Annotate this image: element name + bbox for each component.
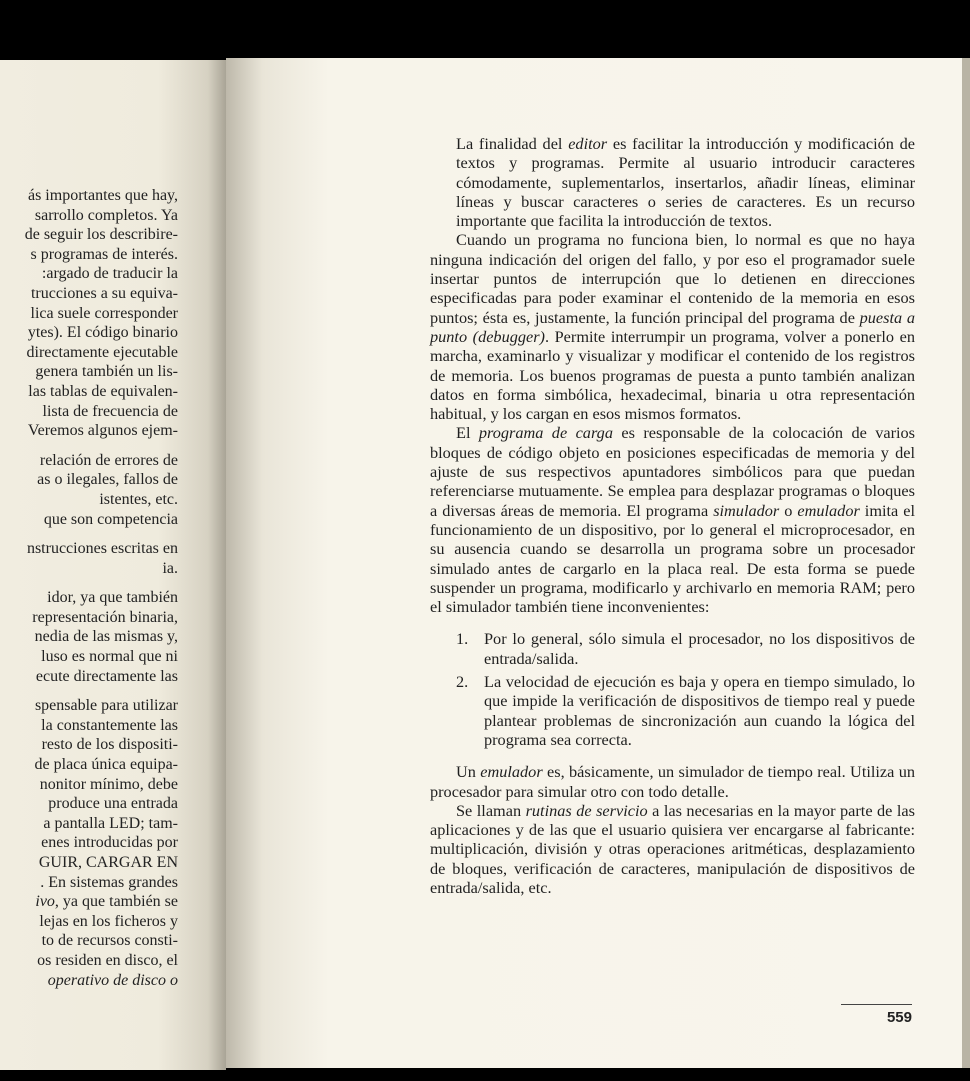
left-page-line: la constantemente las — [41, 716, 178, 734]
left-page-line: os residen en disco, el — [37, 951, 178, 969]
left-page-line: ia. — [162, 559, 178, 577]
paragraph-editor: La finalidad del editor es facilitar la introducción y modificación de textos y programas. Permite al usuario introducir caracteres cómodamente, suplementarlos, insertarlos, añadir líneas, eliminar líneas y buscar caracteres o series de caracteres. Es un recurso importante que facilita la introducción de textos. — [456, 134, 915, 231]
left-page-line: operativo de disco o — [47, 971, 178, 989]
left-page-line: Veremos algunos ejem- — [27, 422, 178, 440]
left-page-text-column — [0, 186, 178, 990]
paragraph-debugger: Cuando un programa no funciona bien, lo normal es que no haya ninguna indicación del origen del fallo, y por eso el programador suele insertar puntos de interrupción que lo detienen en direcciones especificadas para poder examinar el contenido de la memoria en esos puntos; ésta es, justamente, la función principal del programa de puesta a punto (debugger). Permite interrumpir un programa, volver a ponerlo en marcha, examinarlo y visualizar y modificar el contenido de los registros de memoria. Los buenos programas de puesta a punto también analizan datos en forma simbólica, hexadecimal, binaria u otra representación habitual, y los cargan en esos mismos formatos. — [430, 230, 916, 424]
list-item: 2. La velocidad de ejecución es baja y opera en tiempo simulado, lo que impide la verificación de dispositivos de tiempo real y puede plantear problemas de sincronización aun cuando la lógica del programa sea correcta. — [456, 672, 915, 749]
left-page-line: lejas en los ficheros y — [39, 912, 178, 930]
left-page-line: trucciones a su equiva- — [30, 284, 178, 302]
left-page-line: a pantalla LED; tam- — [43, 814, 178, 832]
page-number-rule — [841, 1004, 912, 1005]
right-page-text-column — [430, 134, 915, 897]
term-debugger: puesta a punto (debugger) — [430, 307, 916, 346]
left-page-line: ás importantes que hay, — [27, 187, 178, 204]
left-page-line: spensable para utilizar — [34, 697, 178, 715]
term-loader: programa de carga — [478, 423, 613, 443]
left-page-line: luso es normal que ni — [41, 648, 178, 666]
left-page-line: GUIR, CARGAR EN — [38, 854, 178, 871]
left-page-line: as o ilegales, fallos de — [37, 471, 178, 489]
left-page-line: de placa única equipa- — [34, 756, 178, 774]
left-page-line: s programas de interés. — [30, 245, 178, 263]
left-page-line: produce una entrada — [48, 795, 178, 813]
left-page-line: de seguir los describire- — [24, 226, 178, 244]
term-editor: editor — [568, 134, 608, 153]
left-page-line: las tablas de equivalen- — [28, 382, 178, 400]
left-page-line: ecute directamente las — [35, 667, 178, 685]
left-page-line: idor, ya que también — [47, 589, 178, 607]
left-page-line: nstrucciones escritas en — [26, 540, 178, 558]
left-page-line: lica suele corresponder — [30, 304, 178, 322]
left-page-line: to de recursos consti- — [41, 932, 178, 950]
term-service-routines: rutinas de servicio — [525, 800, 648, 820]
left-page-line: sarrollo completos. Ya — [34, 206, 178, 224]
left-page-line: ytes). El código binario — [27, 324, 178, 342]
left-page-line: istentes, etc. — [99, 490, 178, 508]
left-page-line: nonitor mínimo, debe — [39, 775, 178, 793]
paragraph-emulator: Un emulador es, básicamente, un simulador de tiempo real. Utiliza un procesador para simular otro con todo detalle. — [430, 762, 915, 801]
left-page-line: directamente ejecutable — [26, 343, 178, 361]
left-page-line: ivo, ya que también se — [35, 893, 178, 911]
left-page-line: nedia de las mismas y, — [34, 628, 178, 646]
term-emulator: emulador — [797, 500, 860, 520]
list-item: 1. Por lo general, sólo simula el procesador, no los dispositivos de entrada/salida. — [456, 629, 915, 668]
left-page-line: relación de errores de — [39, 451, 178, 469]
left-page-line: que son competencia — [43, 510, 178, 528]
term-simulator: simulador — [713, 500, 780, 520]
left-page-line: resto de los dispositi- — [41, 736, 178, 754]
left-page-line: :argado de traducir la — [41, 265, 178, 283]
left-page-line: genera también un lis- — [35, 363, 178, 381]
left-page — [0, 60, 226, 1070]
left-page-line: enes introducidas por — [41, 834, 178, 852]
left-page-line: . En sistemas grandes — [40, 873, 178, 891]
paragraph-service-routines: Se llaman rutinas de servicio a las necesarias en la mayor parte de las aplicaciones y de las que el usuario quisiera ver encargarse al fabricante: multiplicación, división y otras operaciones aritméticas, desplazamiento de bloques, verificación de caracteres, manipulación de dispositivos de entrada/salida, etc. — [430, 800, 915, 897]
inconvenience-list — [430, 629, 915, 749]
left-page-line: lista de frecuencia de — [42, 402, 178, 420]
paragraph-loader: El programa de carga es responsable de la colocación de varios bloques de código objeto en posiciones especificadas de memoria y del ajuste de sus respectivos apuntadores simbólicos para que puedan referenciarse mutuamente. Se emplea para desplazar programas o bloques a diversas áreas de memoria. El programa simulador o emulador imita el funcionamiento de un dispositivo, por lo general el microprocesador, en su ausencia cuando se desarrolla un programa sobre un procesador simulado antes de cargarlo en la placa real. De esta forma se puede suspender un programa, modificarlo y archivarlo en memoria RAM; pero el simulador también tiene inconvenientes: — [430, 423, 916, 617]
page-number: 559 — [886, 1009, 912, 1026]
left-page-line: representación binaria, — [32, 608, 178, 626]
page-edge — [962, 58, 970, 1068]
term-emulator-def: emulador — [480, 762, 543, 782]
